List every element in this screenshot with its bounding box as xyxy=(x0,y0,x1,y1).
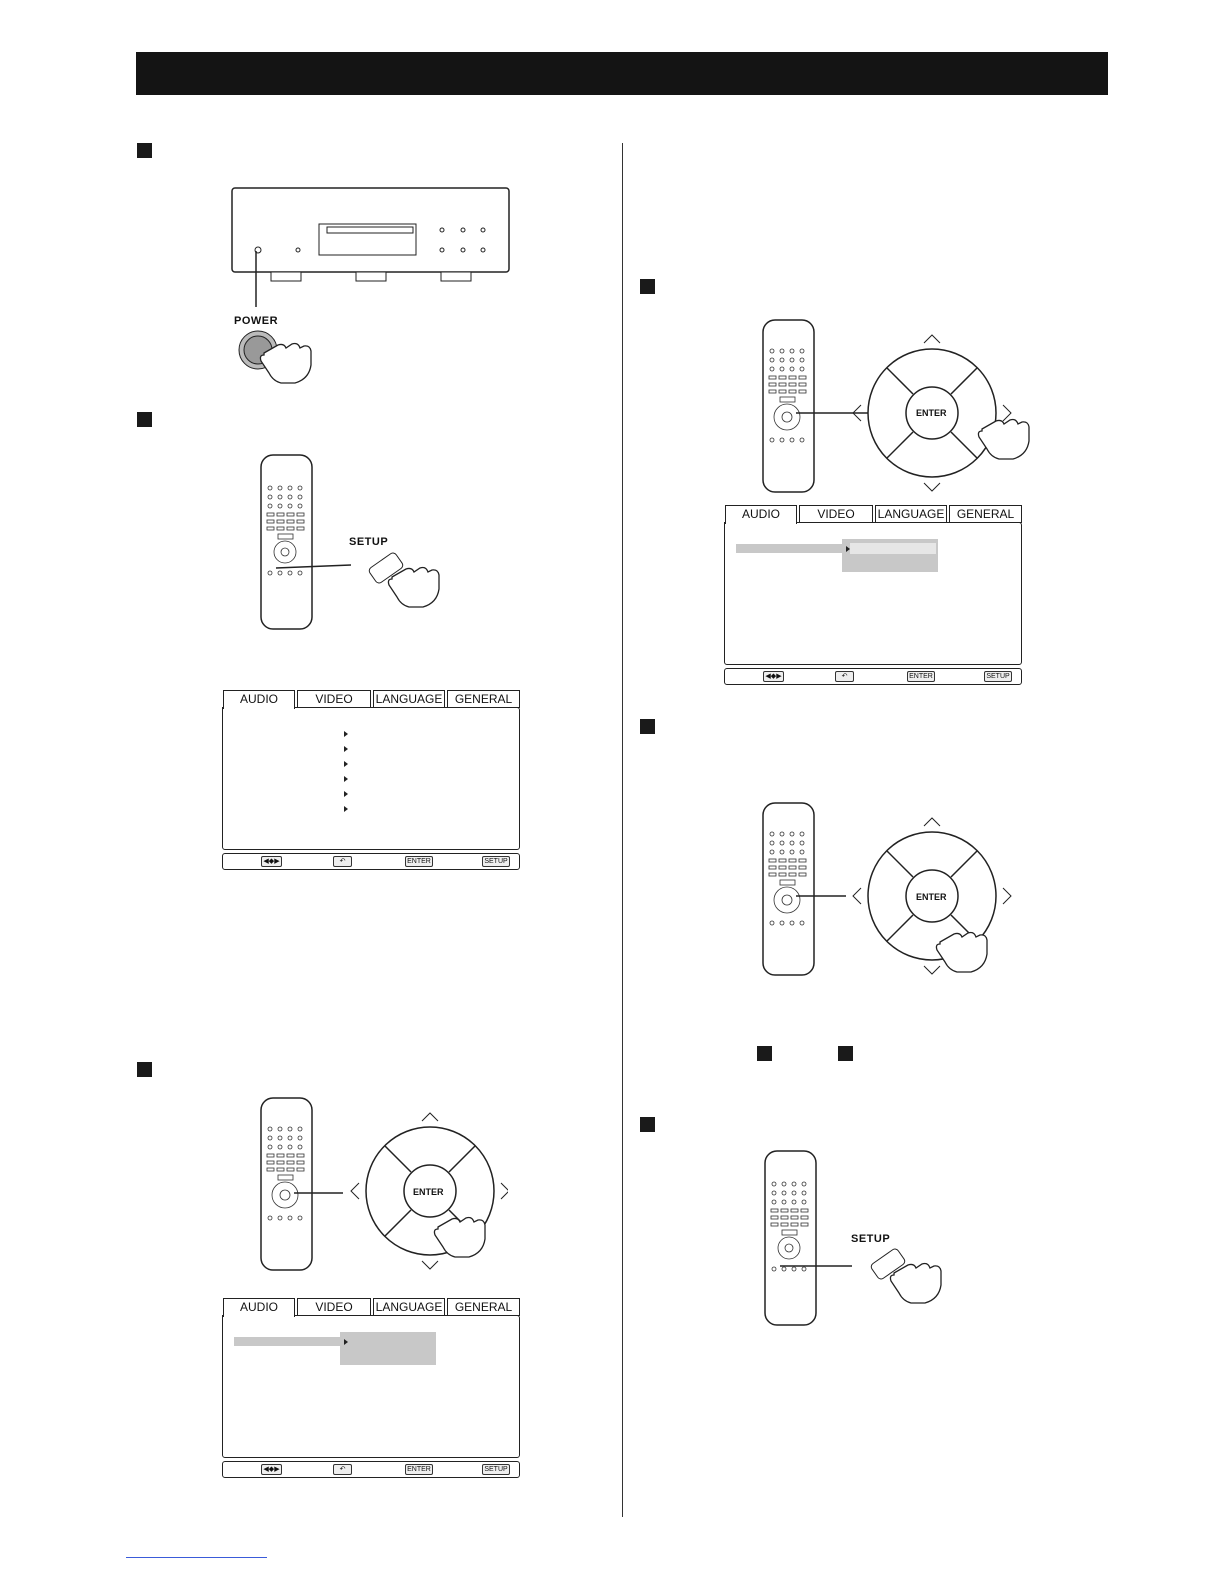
setup-icon: SETUP xyxy=(482,1464,510,1475)
highlight-row xyxy=(736,544,844,553)
enter-label: ENTER xyxy=(916,408,947,418)
setup-menu-screen xyxy=(724,505,1022,687)
arrow-icon xyxy=(344,806,348,812)
arrow-icon xyxy=(344,1339,348,1345)
step-marker xyxy=(137,143,152,158)
tab-video[interactable]: VIDEO xyxy=(297,690,371,708)
tab-video[interactable]: VIDEO xyxy=(799,505,873,523)
enter-icon: ENTER xyxy=(405,856,433,867)
step-marker xyxy=(137,1062,152,1077)
remote-cursor-illustration-right xyxy=(760,317,1040,497)
cursor-keys-icon: ◀◆▶ xyxy=(261,856,282,867)
selected-option xyxy=(850,543,936,554)
enter-label: ENTER xyxy=(916,892,947,902)
player-illustration xyxy=(228,185,518,385)
setup-label: SETUP xyxy=(851,1233,891,1245)
step-marker xyxy=(757,1046,772,1061)
power-label: POWER xyxy=(234,315,279,327)
tab-language[interactable]: LANGUAGE xyxy=(373,690,445,708)
step-marker xyxy=(640,279,655,294)
highlight-row xyxy=(234,1337,342,1346)
step-marker xyxy=(640,1117,655,1132)
option-box xyxy=(340,1332,436,1365)
menu-panel xyxy=(222,707,520,850)
step-marker xyxy=(838,1046,853,1061)
arrow-icon xyxy=(344,791,348,797)
cursor-keys-icon: ◀◆▶ xyxy=(763,671,784,682)
menu-panel xyxy=(222,1315,520,1458)
setup-icon: SETUP xyxy=(984,671,1012,682)
tab-video[interactable]: VIDEO xyxy=(297,1298,371,1316)
step-marker xyxy=(137,412,152,427)
footer-link-underline[interactable] xyxy=(126,1557,267,1558)
arrow-icon xyxy=(344,761,348,767)
menu-footer xyxy=(222,1461,520,1478)
return-icon: ↶ xyxy=(333,1464,352,1475)
return-icon: ↶ xyxy=(835,671,854,682)
step-marker xyxy=(640,719,655,734)
arrow-icon xyxy=(344,746,348,752)
arrow-icon xyxy=(344,731,348,737)
tab-general[interactable]: GENERAL xyxy=(447,1298,520,1316)
setup-label: SETUP xyxy=(349,536,389,548)
return-icon: ↶ xyxy=(333,856,352,867)
tab-audio[interactable]: AUDIO xyxy=(725,505,797,524)
menu-footer xyxy=(724,668,1022,685)
tab-audio[interactable]: AUDIO xyxy=(223,1298,295,1317)
remote-cursor-illustration-down xyxy=(760,800,1040,982)
tab-general[interactable]: GENERAL xyxy=(949,505,1022,523)
tab-language[interactable]: LANGUAGE xyxy=(373,1298,445,1316)
header-bar xyxy=(136,52,1108,95)
tab-general[interactable]: GENERAL xyxy=(447,690,520,708)
menu-footer xyxy=(222,853,520,870)
cursor-keys-icon: ◀◆▶ xyxy=(261,1464,282,1475)
column-divider xyxy=(622,143,623,1517)
enter-icon: ENTER xyxy=(907,671,935,682)
tab-audio[interactable]: AUDIO xyxy=(223,690,295,709)
setup-icon: SETUP xyxy=(482,856,510,867)
tab-language[interactable]: LANGUAGE xyxy=(875,505,947,523)
setup-menu-screen xyxy=(222,690,520,872)
remote-cursor-illustration-down xyxy=(258,1095,508,1275)
menu-panel xyxy=(724,522,1022,665)
arrow-icon xyxy=(846,546,850,552)
arrow-icon xyxy=(344,776,348,782)
enter-label: ENTER xyxy=(413,1187,444,1197)
enter-icon: ENTER xyxy=(405,1464,433,1475)
setup-menu-screen xyxy=(222,1298,520,1480)
